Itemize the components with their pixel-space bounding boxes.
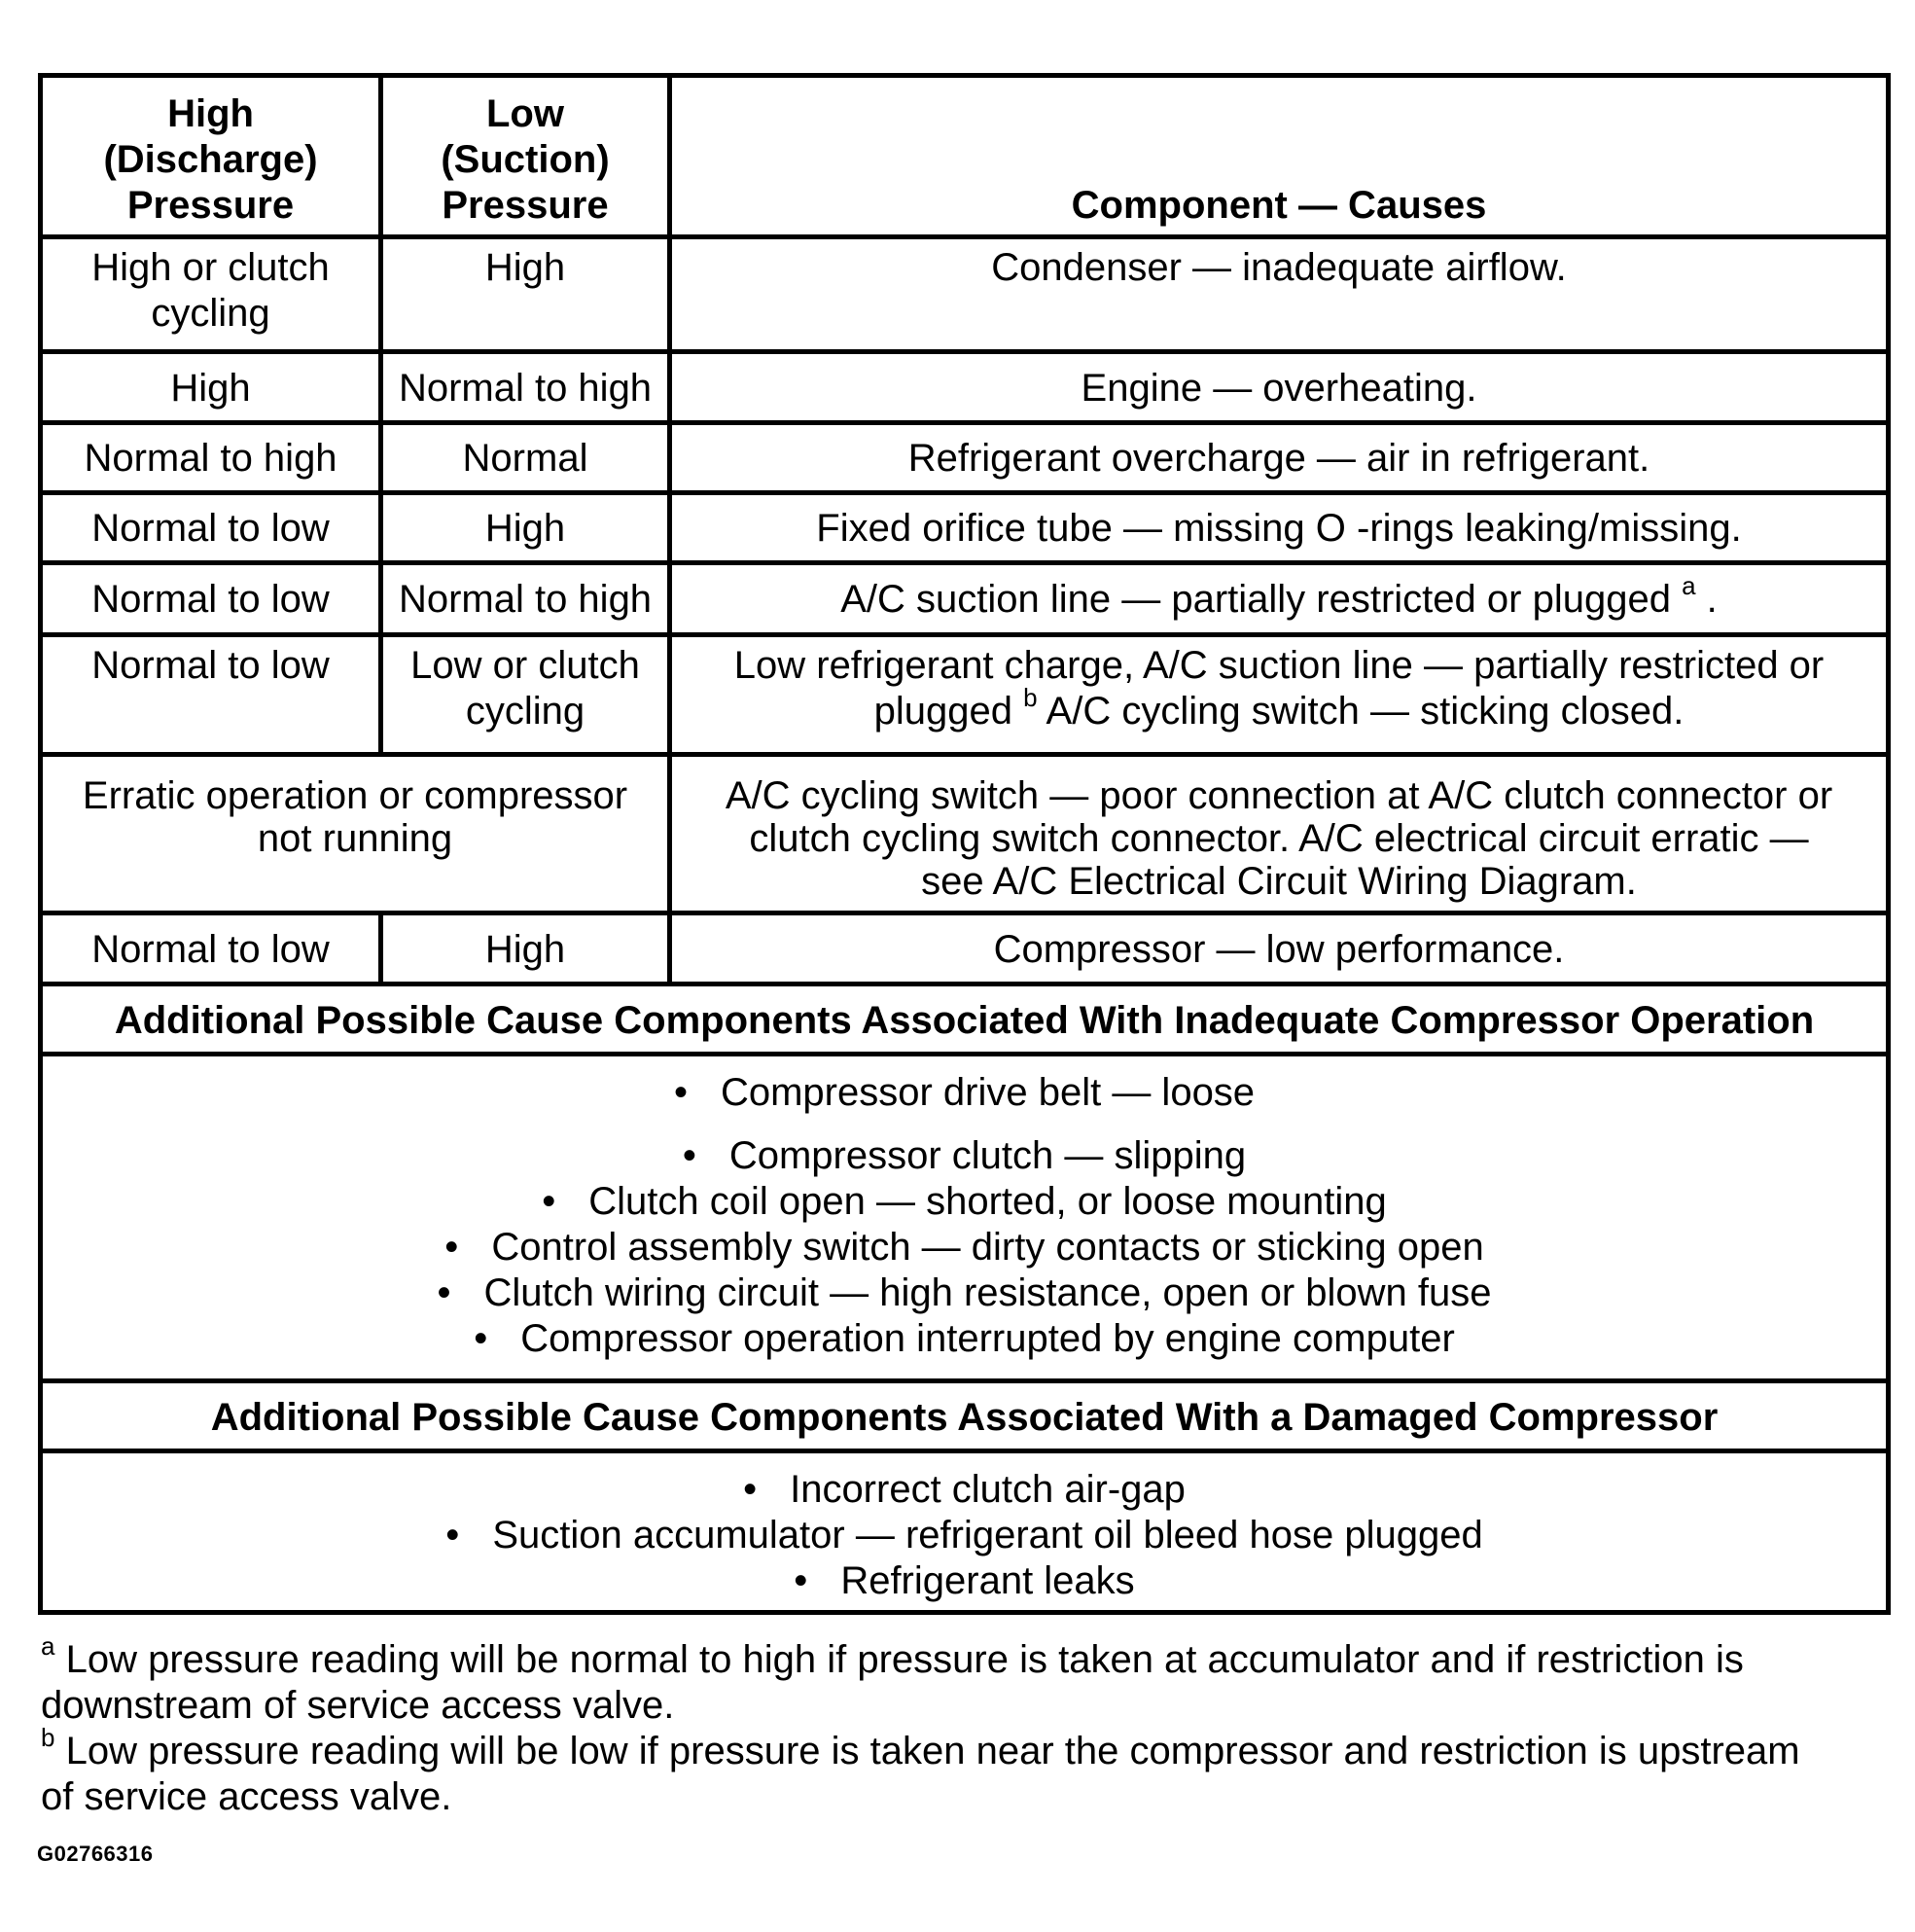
- bullet-icon: •: [673, 1071, 688, 1114]
- merged-pressure-cell: [41, 755, 670, 913]
- high-pressure-text: cycling: [151, 292, 270, 335]
- low-pressure-cell: [381, 635, 670, 755]
- table-row: [41, 635, 1889, 755]
- high-pressure-cell: Normal to high: [41, 423, 381, 493]
- footnote-ref-b: b: [1023, 682, 1038, 712]
- footnote-a: [41, 1630, 1889, 1729]
- header-high-line2: (Discharge): [103, 138, 318, 181]
- low-pressure-cell: High: [381, 493, 670, 563]
- high-pressure-cell: Normal to low: [41, 913, 381, 984]
- cause-cell: Compressor — low performance.: [670, 913, 1889, 984]
- list-item-text: Control assembly switch — dirty contacts or sticking open: [491, 1226, 1484, 1269]
- list-item: [51, 1070, 1878, 1116]
- footnote-mark-a: a: [41, 1630, 55, 1661]
- inadequate-operation-list: [41, 1055, 1889, 1381]
- cause-cell: Refrigerant overcharge — air in refrigerant.: [670, 423, 1889, 493]
- list-item-text: Clutch coil open — shorted, or loose mounting: [588, 1180, 1387, 1223]
- list-item: [51, 1513, 1878, 1558]
- footnote-text: Low pressure reading will be normal to high if pressure is taken at accumulator and if restriction is: [65, 1638, 1744, 1681]
- header-row: [41, 76, 1889, 237]
- header-high-line1: High: [167, 92, 254, 135]
- damaged-compressor-list: [41, 1451, 1889, 1613]
- header-component-causes: Component — Causes: [670, 76, 1889, 237]
- footnotes: [41, 1630, 1889, 1820]
- table-row: [41, 913, 1889, 984]
- low-pressure-cell: Normal: [381, 423, 670, 493]
- header-low-pressure: [381, 76, 670, 237]
- bullet-list-row: [41, 1451, 1889, 1613]
- merged-pressure-text: Erratic operation or compressor: [82, 774, 628, 817]
- cause-cell: [670, 635, 1889, 755]
- cause-cell: [670, 563, 1889, 635]
- low-pressure-text: Low or clutch: [410, 644, 640, 687]
- list-item: [51, 1179, 1878, 1225]
- bullet-icon: •: [794, 1559, 808, 1602]
- section-header-row: [41, 984, 1889, 1055]
- section-header-row: [41, 1381, 1889, 1451]
- cause-text: A/C suction line — partially restricted or plugged: [840, 578, 1671, 621]
- cause-text: A/C cycling switch — poor connection at A/C clutch connector or: [725, 774, 1833, 817]
- low-pressure-cell: Normal to high: [381, 563, 670, 635]
- table-row: [41, 423, 1889, 493]
- low-pressure-cell: High: [381, 237, 670, 352]
- high-pressure-text: High or clutch: [91, 246, 330, 289]
- high-pressure-cell: Normal to low: [41, 563, 381, 635]
- bullet-icon: •: [444, 1226, 459, 1269]
- bullet-icon: •: [445, 1514, 460, 1556]
- cause-text: clutch cycling switch connector. A/C electrical circuit erratic —: [749, 817, 1809, 860]
- list-item-text: Compressor operation interrupted by engine computer: [520, 1317, 1455, 1360]
- low-pressure-text: cycling: [465, 690, 585, 733]
- cause-end: .: [1706, 578, 1718, 621]
- table-row: [41, 493, 1889, 563]
- cause-text: see A/C Electrical Circuit Wiring Diagram.: [921, 860, 1637, 903]
- list-item: [51, 1558, 1878, 1604]
- list-item: [51, 1270, 1878, 1316]
- figure-id: G02766316: [37, 1842, 154, 1866]
- high-pressure-cell: High: [41, 352, 381, 423]
- header-high-pressure: [41, 76, 381, 237]
- cause-cell: Fixed orifice tube — missing O -rings leaking/missing.: [670, 493, 1889, 563]
- high-pressure-cell: Normal to low: [41, 493, 381, 563]
- cause-text: A/C cycling switch — sticking closed.: [1046, 690, 1684, 733]
- inadequate-operation-title: Additional Possible Cause Components Associated With Inadequate Compressor Operation: [41, 984, 1889, 1055]
- bullet-icon: •: [542, 1180, 556, 1223]
- cause-cell: [670, 755, 1889, 913]
- list-item-text: Compressor drive belt — loose: [720, 1071, 1256, 1114]
- high-pressure-cell: [41, 237, 381, 352]
- footnote-mark-b: b: [41, 1722, 55, 1752]
- list-item-text: Incorrect clutch air-gap: [790, 1468, 1186, 1511]
- header-low-line2: (Suction): [441, 138, 610, 181]
- list-item: [51, 1133, 1878, 1179]
- table-row: [41, 563, 1889, 635]
- table-row: [41, 352, 1889, 423]
- list-item: [51, 1225, 1878, 1270]
- list-item-text: Refrigerant leaks: [840, 1559, 1135, 1602]
- header-low-line1: Low: [486, 92, 564, 135]
- cause-cell: Condenser — inadequate airflow.: [670, 237, 1889, 352]
- merged-pressure-text: not running: [257, 817, 453, 860]
- table-row: [41, 755, 1889, 913]
- damaged-compressor-title: Additional Possible Cause Components Associated With a Damaged Compressor: [41, 1381, 1889, 1451]
- list-item: [51, 1467, 1878, 1513]
- footnote-ref-a: a: [1682, 570, 1696, 600]
- header-low-line3: Pressure: [442, 184, 609, 227]
- footnote-text: of service access valve.: [41, 1775, 452, 1818]
- footnote-text: Low pressure reading will be low if pressure is taken near the compressor and restriction is upstream: [65, 1730, 1800, 1772]
- header-high-line3: Pressure: [126, 184, 295, 227]
- table-row: [41, 237, 1889, 352]
- low-pressure-cell: Normal to high: [381, 352, 670, 423]
- list-item: [51, 1316, 1878, 1362]
- footnote-b: [41, 1722, 1889, 1820]
- list-item-text: Clutch wiring circuit — high resistance, open or blown fuse: [483, 1271, 1492, 1314]
- bullet-icon: •: [743, 1468, 758, 1511]
- list-item-text: Suction accumulator — refrigerant oil bleed hose plugged: [492, 1514, 1483, 1556]
- high-pressure-cell: Normal to low: [41, 635, 381, 755]
- cause-text: plugged: [873, 690, 1013, 733]
- bullet-icon: •: [474, 1317, 488, 1360]
- footnote-text: downstream of service access valve.: [41, 1684, 675, 1727]
- cause-text: Low refrigerant charge, A/C suction line — partially restricted or: [733, 644, 1825, 687]
- bullet-icon: •: [437, 1271, 451, 1314]
- low-pressure-cell: High: [381, 913, 670, 984]
- bullet-icon: •: [682, 1134, 696, 1177]
- cause-cell: Engine — overheating.: [670, 352, 1889, 423]
- bullet-list-row: [41, 1055, 1889, 1381]
- list-item-text: Compressor clutch — slipping: [728, 1134, 1247, 1177]
- pressure-diagnosis-table: [38, 73, 1891, 1615]
